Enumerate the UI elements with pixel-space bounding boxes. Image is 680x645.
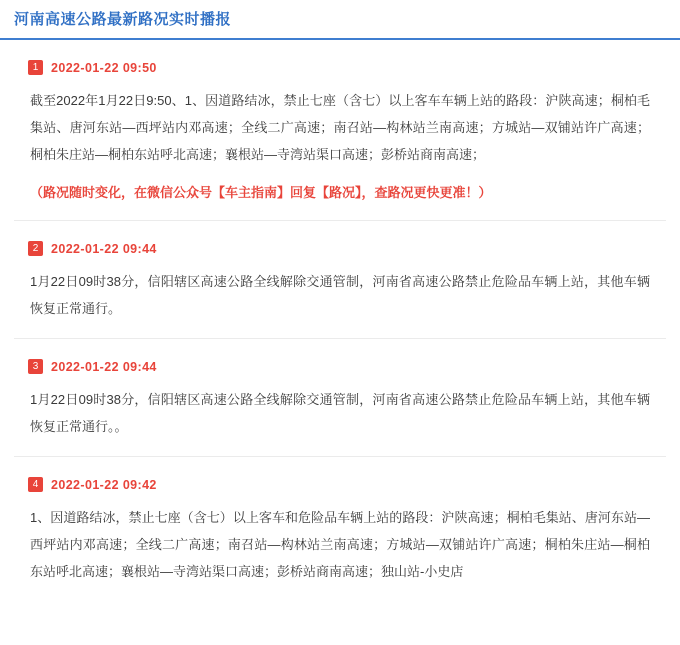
- entry-index-badge: 3: [28, 359, 43, 374]
- entry-body: 1月22日09时38分，信阳辖区高速公路全线解除交通管制，河南省高速公路禁止危险品车辆上站，其他车辆恢复正常通行。: [30, 274, 650, 316]
- entry-timestamp: 2022-01-22 09:42: [51, 477, 157, 492]
- entry-header: [14, 359, 666, 374]
- entry-notice: （路况随时变化，在微信公众号【车主指南】回复【路况】，查路况更快更准！）: [30, 185, 492, 200]
- bulletin-feed: [0, 40, 680, 601]
- entry-header: [14, 60, 666, 75]
- list-item[interactable]: [14, 457, 666, 601]
- entry-timestamp: 2022-01-22 09:44: [51, 359, 157, 374]
- entry-body: 截至2022年1月22日9:50、1、因道路结冰，禁止七座（含七）以上客车车辆上站的路段：沪陕高速；桐柏毛集站、唐河东站—西坪站内邓高速；全线二广高速；南召站—构林站兰南高速；方城站—双铺站许广高速；桐柏朱庄站—桐柏东站呼北高速；襄根站—寺湾站渠口高速；彭桥站商南高速；: [30, 93, 650, 162]
- list-item[interactable]: [14, 40, 666, 221]
- page-header: [0, 0, 680, 40]
- entry-header: [14, 241, 666, 256]
- page-title: 河南高速公路最新路况实时播报: [14, 11, 232, 28]
- list-item[interactable]: [14, 339, 666, 457]
- entry-index-badge: 1: [28, 60, 43, 75]
- list-item[interactable]: [14, 221, 666, 339]
- entry-body: 1、因道路结冰，禁止七座（含七）以上客车和危险品车辆上站的路段：沪陕高速；桐柏毛集站、唐河东站—西坪站内邓高速；全线二广高速；南召站—构林站兰南高速；方城站—双铺站许广高速；桐柏朱庄站—桐柏东站呼北高速；襄根站—寺湾站渠口高速；彭桥站商南高速；独山站-小史店: [30, 510, 650, 579]
- entry-header: [14, 477, 666, 492]
- entry-timestamp: 2022-01-22 09:50: [51, 60, 157, 75]
- entry-timestamp: 2022-01-22 09:44: [51, 241, 157, 256]
- entry-index-badge: 4: [28, 477, 43, 492]
- entry-body: 1月22日09时38分，信阳辖区高速公路全线解除交通管制，河南省高速公路禁止危险品车辆上站，其他车辆恢复正常通行。。: [30, 392, 650, 434]
- entry-index-badge: 2: [28, 241, 43, 256]
